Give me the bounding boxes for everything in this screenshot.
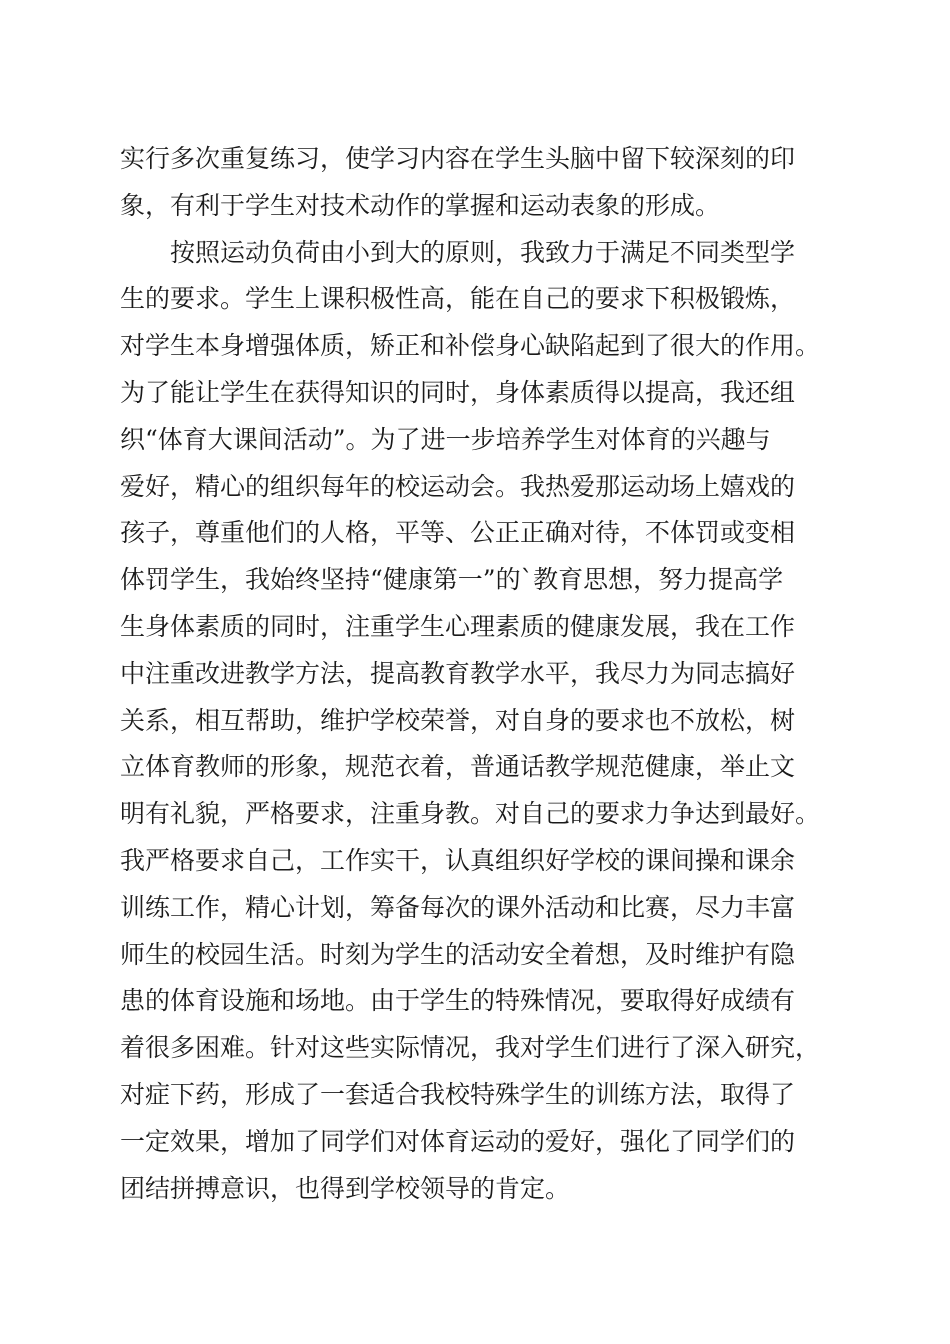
text-line: 立体育教师的形象，规范衣着，普通话教学规范健康，举止文: [120, 752, 796, 782]
text-line: 训练工作，精心计划，筹备每次的课外活动和比赛，尽力丰富: [120, 892, 796, 922]
paragraph-1: [120, 136, 840, 230]
text-line: 生的要求。学生上课积极性高，能在自己的要求下积极锻炼，: [120, 284, 796, 314]
text-line: 体罚学生，我始终坚持“健康第一”的`教育思想，努力提高学: [120, 565, 784, 595]
text-line: 实行多次重复练习，使学习内容在学生头脑中留下较深刻的印: [120, 144, 796, 173]
text-line: 为了能让学生在获得知识的同时，身体素质得以提高，我还组: [120, 377, 796, 407]
text-line: 明有礼貌，严格要求，注重身教。对自己的要求力争达到最好。: [120, 799, 821, 829]
text-line: 孩子，尊重他们的人格，平等、公正正确对待，不体罚或变相: [120, 518, 796, 548]
text-line: 着很多困难。针对这些实际情况，我对学生们进行了深入研究，: [120, 1033, 821, 1063]
body-text: [120, 136, 840, 1212]
text-line-indented: 按照运动负荷由小到大的原则，我致力于满足不同类型学: [170, 237, 796, 267]
text-line: 生身体素质的同时，注重学生心理素质的健康发展，我在工作: [120, 611, 796, 641]
text-line: 对症下药，形成了一套适合我校特殊学生的训练方法，取得了: [120, 1079, 796, 1109]
text-line: 中注重改进教学方法，提高教育教学水平，我尽力为同志搞好: [120, 658, 796, 688]
text-line: 对学生本身增强体质，矫正和补偿身心缺陷起到了很大的作用。: [120, 331, 821, 361]
text-line: 团结拼搏意识，也得到学校领导的肯定。: [120, 1173, 571, 1203]
text-line: 一定效果，增加了同学们对体育运动的爱好，强化了同学们的: [120, 1126, 796, 1156]
text-line: 患的体育设施和场地。由于学生的特殊情况，要取得好成绩有: [120, 986, 796, 1016]
text-line: 我严格要求自己，工作实干，认真组织好学校的课间操和课余: [120, 845, 796, 875]
paragraph-2: [120, 230, 840, 1213]
text-line: 象，有利于学生对技术动作的掌握和运动表象的形成。: [120, 190, 721, 220]
text-line: 关系，相互帮助，维护学校荣誉，对自身的要求也不放松，树: [120, 705, 796, 735]
text-line: 师生的校园生活。时刻为学生的活动安全着想，及时维护有隐: [120, 939, 796, 969]
text-line: 爱好，精心的组织每年的校运动会。我热爱那运动场上嬉戏的: [120, 471, 796, 501]
text-line: 织“体育大课间活动”。为了进一步培养学生对体育的兴趣与: [120, 424, 771, 454]
